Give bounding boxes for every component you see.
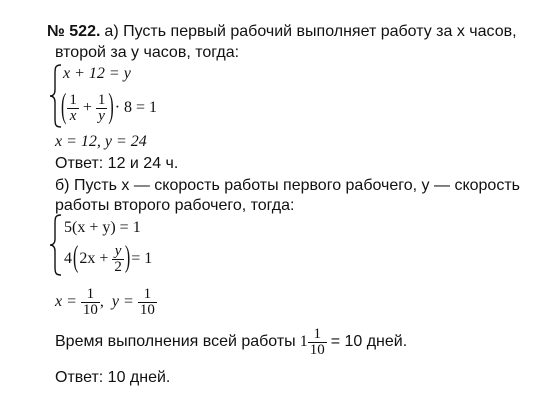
time-line [55, 326, 407, 358]
solution-a: x = 12, y = 24 [55, 133, 147, 150]
time-tail: = 10 дней. [330, 333, 408, 350]
system-b-eq2-head: 4 [64, 250, 72, 267]
time-whole: 1 [299, 333, 308, 350]
left-paren: ( [73, 242, 79, 275]
frac-one-over-y: $\frac{1}{y}$ [97, 91, 106, 124]
solution-b: x = $\frac{1}{10}$ , y = $\frac{1}{10}$ [55, 285, 155, 318]
right-paren: ) [124, 242, 131, 275]
right-paren: ) [108, 88, 114, 126]
problem-number: № 522. [47, 23, 101, 40]
system-b-eq2 [64, 242, 152, 276]
solution-b-y-label: y = [111, 293, 134, 310]
part-b-intro-2: работы второго рабочего, тогда: [55, 197, 295, 214]
system-a-eq2: ( $\frac{1}{x}$ + $\frac{1}{y}$ )· 8 = 1 [60, 90, 157, 126]
left-paren: ( [61, 88, 67, 126]
system-b-eq1: 5(x + y) = 1 [64, 219, 141, 236]
system-a-eq1: x + 12 = y [63, 65, 131, 82]
part-a-intro-2: второй за y часов, тогда: [55, 44, 240, 61]
part-b-intro-1: б) Пусть x — скорость работы первого рабочего, y — скорость [55, 177, 520, 194]
system-b-eq2-mid: 2x + [79, 250, 109, 267]
solution-b-x-label: x = [55, 293, 77, 310]
frac-one-over-x: $\frac{1}{x}$ [69, 91, 77, 124]
frac-one-over-ten-time: $\frac{1}{10}$ [309, 325, 325, 358]
part-a-intro-1: а) Пусть первый рабочий выполняет работу за x часов, [104, 23, 517, 40]
time-text: Время выполнения всей работы [55, 333, 296, 350]
system-b-eq2-tail: = 1 [131, 250, 153, 267]
system-a-eq2-tail: · 8 = 1 [114, 99, 158, 116]
answer-b: Ответ: 10 дней. [55, 369, 171, 386]
system-b-brace [49, 214, 63, 276]
frac-one-over-ten-x: $\frac{1}{10}$ [82, 285, 98, 318]
frac-one-over-ten-y: $\frac{1}{10}$ [139, 285, 155, 318]
frac-y-over-two: $\frac{y}{2}$ [114, 242, 122, 275]
problem-header-line [47, 22, 517, 42]
answer-a: Ответ: 12 и 24 ч. [55, 155, 179, 172]
